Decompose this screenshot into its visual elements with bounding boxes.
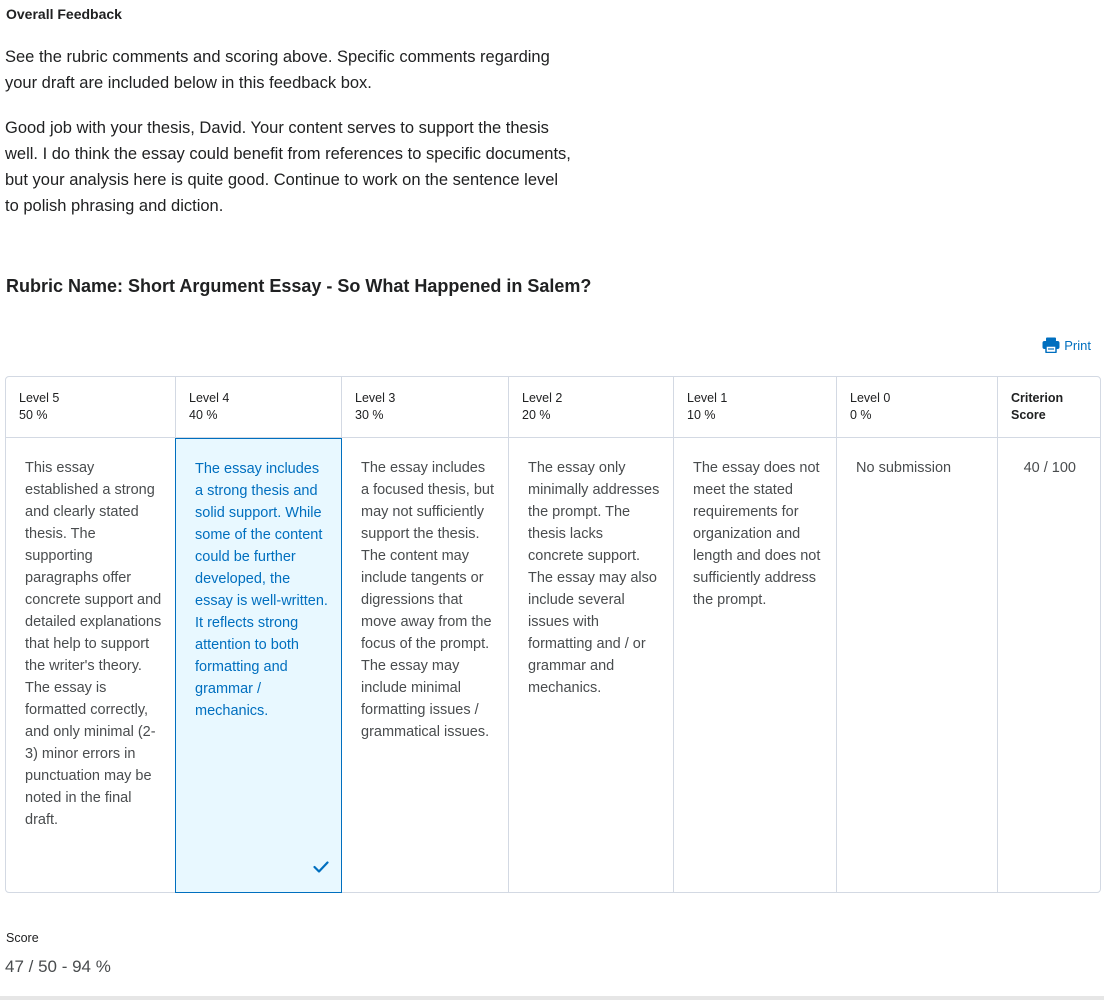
level-description: The essay includes a focused thesis, but may not sufficiently support the thesis. The content may include tangents or digressions that move away from the focus of the prompt. The essay may include minimal formatting issues / grammatical issues. (361, 460, 494, 740)
rubric-level-4-column[interactable] (176, 377, 342, 892)
level-header (509, 377, 673, 438)
level-name: Level 2 (522, 391, 563, 405)
rubric-level-2-column[interactable] (509, 377, 674, 892)
level-header (6, 377, 175, 438)
feedback-paragraph-1: See the rubric comments and scoring above. Specific comments regarding your draft are included below in this feedback box. (5, 48, 550, 92)
level-description (175, 438, 342, 893)
level-percent: 30 % (355, 408, 384, 422)
level-description: The essay only minimally addresses the prompt. The thesis lacks concrete support. The essay may also include several issues with formatting and / or grammar and mechanics. (528, 460, 660, 696)
level-header (342, 377, 508, 438)
level-name: Level 5 (19, 391, 60, 405)
level-percent: 50 % (19, 408, 48, 422)
level-description: The essay does not meet the stated requirements for organization and length and does not sufficiently address the prompt. (693, 460, 821, 608)
criterion-header-line2: Score (1011, 408, 1046, 422)
level-header (837, 377, 997, 438)
criterion-score-header (998, 377, 1100, 438)
level-name: Level 4 (189, 391, 230, 405)
level-description: No submission (856, 460, 952, 476)
bottom-divider (0, 996, 1104, 1000)
score-label: Score (6, 931, 39, 945)
criterion-score-column (998, 377, 1100, 892)
level-name: Level 3 (355, 391, 396, 405)
rubric-level-5-column[interactable] (6, 377, 176, 892)
rubric-name: Rubric Name: Short Argument Essay - So What Happened in Salem? (6, 276, 592, 296)
rubric-level-0-column[interactable] (837, 377, 998, 892)
score-value: 47 / 50 - 94 % (5, 957, 111, 976)
rubric-level-3-column[interactable] (342, 377, 509, 892)
criterion-header-line1: Criterion (1011, 391, 1064, 405)
level-description: This essay established a strong and clearly stated thesis. The supporting paragraphs offer concrete support and detailed explanations that help to support the writer's theory. The essay is formatted correctly, and only minimal (2-3) minor errors in punctuation may be noted in the final draft. (25, 460, 162, 828)
overall-feedback-heading: Overall Feedback (6, 6, 122, 22)
level-header (176, 377, 341, 438)
level-name: Level 0 (850, 391, 891, 405)
level-name: Level 1 (687, 391, 728, 405)
feedback-paragraph-2: Good job with your thesis, David. Your content serves to support the thesis well. I do think the essay could benefit from references to specific documents, but your analysis here is quite good. Continue to work on the sentence level to polish phrasing and diction. (5, 119, 571, 215)
checkmark-icon (313, 858, 329, 880)
rubric-table (5, 376, 1101, 893)
level-percent: 10 % (687, 408, 716, 422)
level-percent: 20 % (522, 408, 551, 422)
level-percent: 40 % (189, 408, 218, 422)
print-label: Print (1064, 337, 1091, 353)
print-button[interactable] (1042, 337, 1091, 353)
printer-icon (1042, 337, 1060, 353)
criterion-score-value: 40 / 100 (1023, 460, 1076, 476)
rubric-level-1-column[interactable] (674, 377, 837, 892)
level-percent: 0 % (850, 408, 872, 422)
level-description-text: The essay includes a strong thesis and solid support. While some of the content could be further developed, the essay is well-written. It reflects strong attention to both formatting and grammar / mechanics. (195, 461, 328, 719)
level-header (674, 377, 836, 438)
